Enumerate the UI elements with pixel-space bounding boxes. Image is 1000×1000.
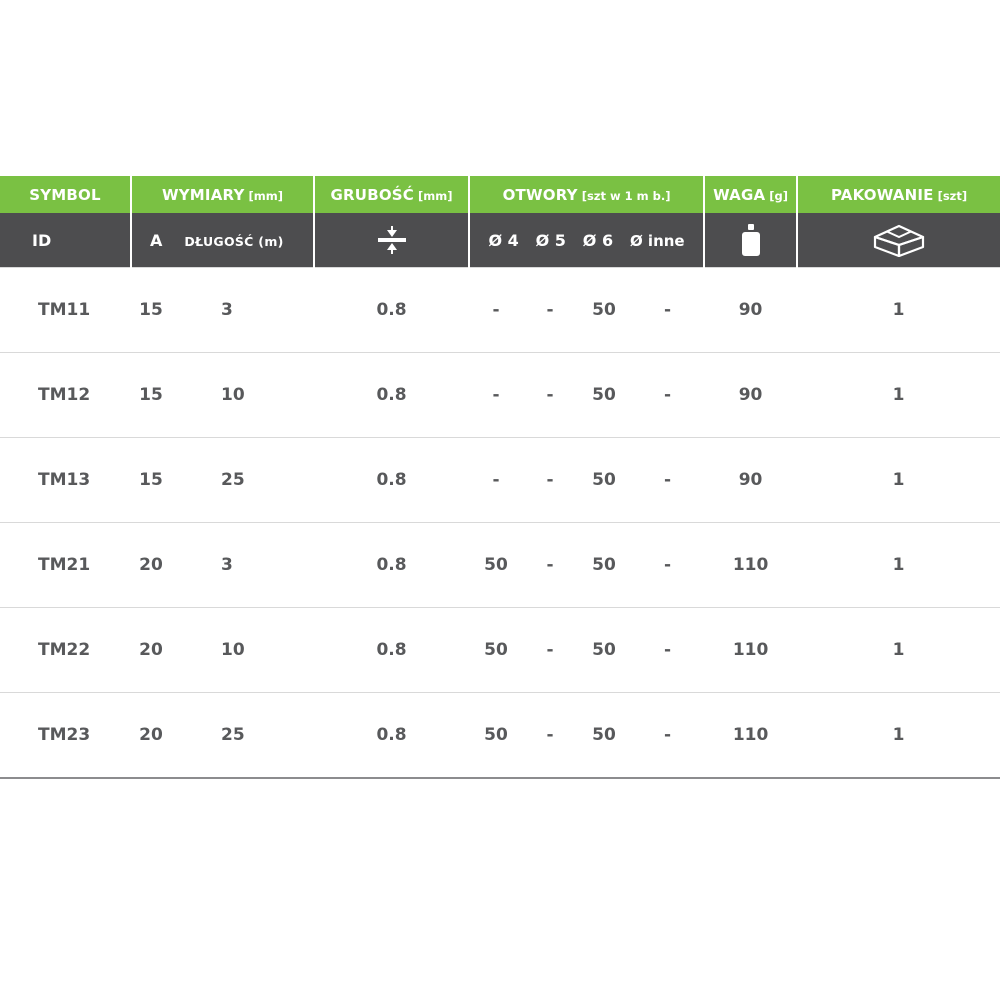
cell-d6: 50 — [577, 353, 631, 438]
cell-d5: - — [523, 608, 577, 693]
subheader-hole-d6: Ø 6 — [582, 230, 614, 250]
cell-symbol: TM11 — [0, 268, 131, 353]
cell-length: 3 — [171, 523, 314, 608]
cell-symbol: TM21 — [0, 523, 131, 608]
cell-symbol: TM22 — [0, 608, 131, 693]
subheader-packaging — [797, 213, 1000, 268]
table-row — [0, 523, 1000, 608]
subheader-hole-d4: Ø 4 — [488, 230, 519, 250]
cell-d6: 50 — [577, 523, 631, 608]
cell-a: 15 — [131, 438, 171, 523]
cell-thickness: 0.8 — [314, 438, 469, 523]
subheader-hole-other: Ø inne — [629, 231, 685, 250]
header-pakowanie: PAKOWANIE [szt] — [797, 176, 1000, 213]
subheader-dimensions — [131, 213, 314, 268]
cell-packaging: 1 — [797, 693, 1000, 779]
cell-d4: 50 — [469, 523, 523, 608]
cell-symbol: TM23 — [0, 693, 131, 779]
table-body — [0, 268, 1000, 779]
cell-weight: 90 — [704, 353, 797, 438]
cell-d6: 50 — [577, 438, 631, 523]
cell-length: 10 — [171, 608, 314, 693]
cell-dother: - — [631, 523, 704, 608]
cell-d4: - — [469, 438, 523, 523]
cell-d5: - — [523, 268, 577, 353]
cell-length: 25 — [171, 438, 314, 523]
cell-packaging: 1 — [797, 438, 1000, 523]
subheader-length-label: DŁUGOŚĆ (m) — [184, 233, 284, 249]
cell-d4: - — [469, 353, 523, 438]
specification-table — [0, 176, 1000, 779]
subheader-hole-d5: Ø 5 — [535, 230, 566, 250]
subheader-weight — [704, 213, 797, 268]
cell-a: 15 — [131, 268, 171, 353]
cell-packaging: 1 — [797, 523, 1000, 608]
cell-packaging: 1 — [797, 353, 1000, 438]
cell-length: 25 — [171, 693, 314, 779]
subheader-a-label: A — [150, 230, 163, 250]
subheader-thickness — [314, 213, 469, 268]
cell-d6: 50 — [577, 268, 631, 353]
table-row — [0, 268, 1000, 353]
header-grubosc: GRUBOŚĆ [mm] — [314, 176, 469, 213]
table-row — [0, 438, 1000, 523]
table-row — [0, 353, 1000, 438]
cell-thickness: 0.8 — [314, 268, 469, 353]
cell-thickness: 0.8 — [314, 608, 469, 693]
cell-symbol: TM12 — [0, 353, 131, 438]
cell-thickness: 0.8 — [314, 693, 469, 779]
header-waga: WAGA [g] — [704, 176, 797, 213]
cell-weight: 90 — [704, 268, 797, 353]
dark-subheader-row — [0, 213, 1000, 268]
cell-weight: 110 — [704, 608, 797, 693]
header-symbol: SYMBOL — [0, 176, 131, 213]
cell-dother: - — [631, 608, 704, 693]
cell-d6: 50 — [577, 693, 631, 779]
cell-a: 20 — [131, 523, 171, 608]
green-header-row — [0, 176, 1000, 213]
subheader-holes — [469, 213, 704, 268]
cell-d4: 50 — [469, 608, 523, 693]
cell-length: 10 — [171, 353, 314, 438]
carton-box-icon — [871, 223, 927, 257]
cell-a: 20 — [131, 608, 171, 693]
cell-dother: - — [631, 438, 704, 523]
cell-d6: 50 — [577, 608, 631, 693]
cell-dother: - — [631, 268, 704, 353]
cell-dother: - — [631, 693, 704, 779]
cell-thickness: 0.8 — [314, 353, 469, 438]
table-row — [0, 608, 1000, 693]
cell-d5: - — [523, 438, 577, 523]
table-row — [0, 693, 1000, 779]
cell-packaging: 1 — [797, 268, 1000, 353]
cell-weight: 110 — [704, 523, 797, 608]
cell-d5: - — [523, 523, 577, 608]
cell-d5: - — [523, 353, 577, 438]
cell-thickness: 0.8 — [314, 523, 469, 608]
cell-d4: - — [469, 268, 523, 353]
cell-d5: - — [523, 693, 577, 779]
subheader-id: ID — [0, 213, 131, 268]
header-otwory: OTWORY [szt w 1 m b.] — [469, 176, 704, 213]
thickness-icon — [375, 225, 409, 255]
cell-weight: 110 — [704, 693, 797, 779]
weight-bottle-icon — [740, 223, 762, 257]
cell-dother: - — [631, 353, 704, 438]
cell-d4: 50 — [469, 693, 523, 779]
cell-symbol: TM13 — [0, 438, 131, 523]
cell-a: 15 — [131, 353, 171, 438]
cell-length: 3 — [171, 268, 314, 353]
cell-packaging: 1 — [797, 608, 1000, 693]
cell-weight: 90 — [704, 438, 797, 523]
header-wymiary: WYMIARY [mm] — [131, 176, 314, 213]
cell-a: 20 — [131, 693, 171, 779]
